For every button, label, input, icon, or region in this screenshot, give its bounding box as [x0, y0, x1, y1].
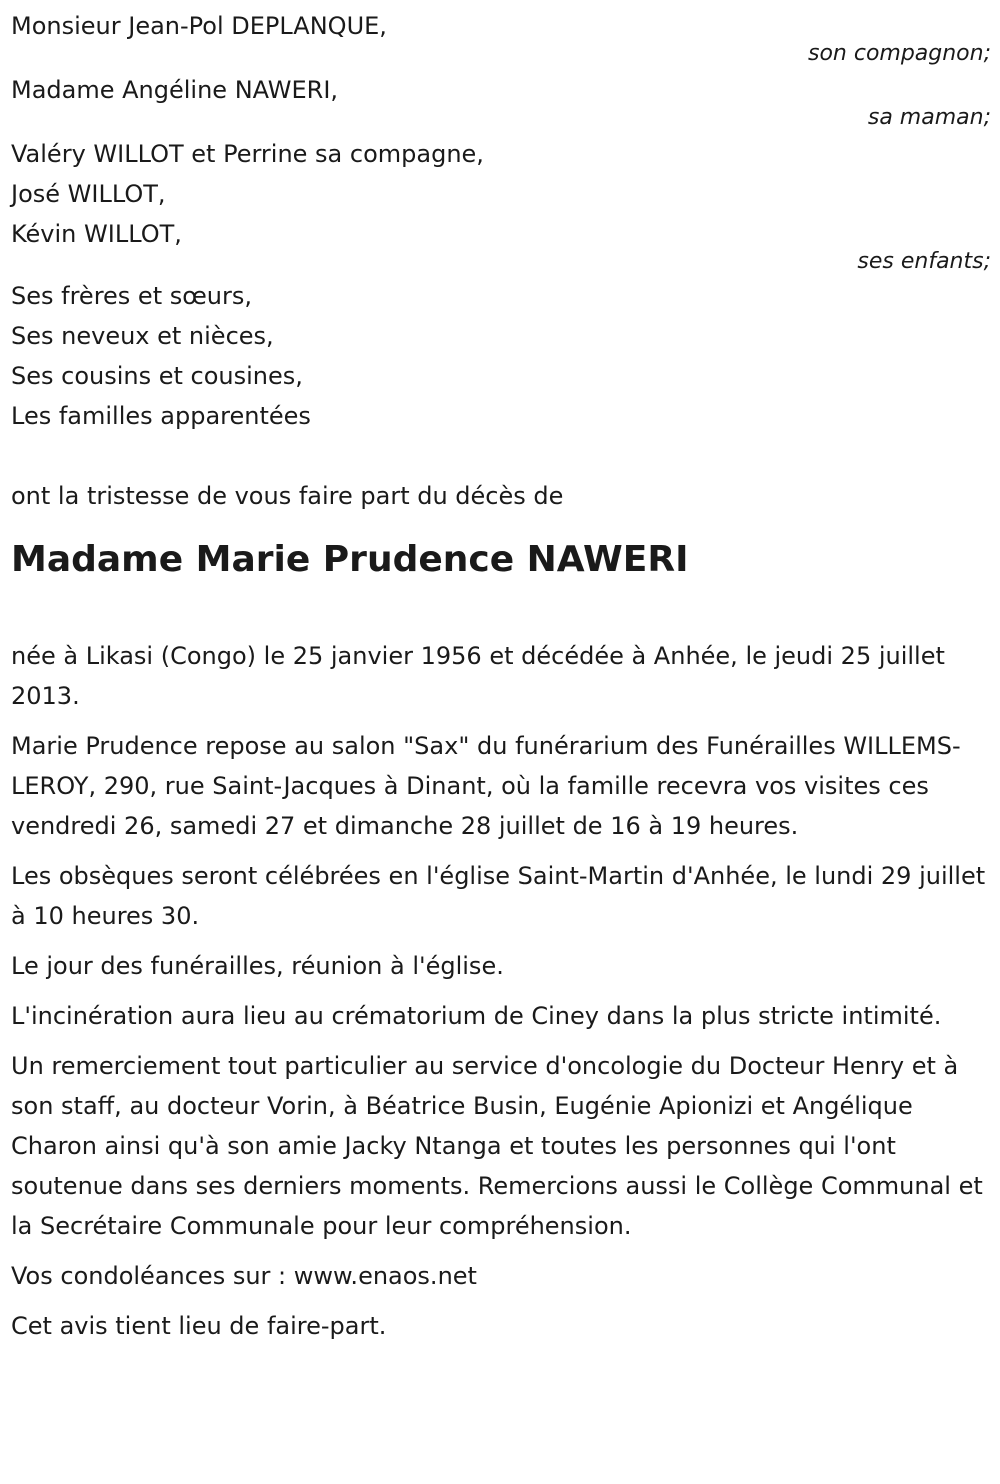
relatives-line: Ses neveux et nièces, [11, 322, 274, 350]
deceased-name: Madame Marie Prudence NAWERI [11, 539, 689, 580]
mother-name: Madame Angéline NAWERI, [11, 76, 339, 104]
relatives-line: Ses cousins et cousines, [11, 362, 303, 390]
child-name: Kévin WILLOT, [11, 220, 182, 248]
companion-block [11, 6, 991, 70]
mother-role: sa maman; [867, 105, 991, 130]
death-notice [11, 6, 991, 1356]
relatives-line: Ses frères et sœurs, [11, 282, 252, 310]
meeting-paragraph: Le jour des funérailles, réunion à l'église. [11, 952, 504, 980]
funeral-paragraph: Les obsèques seront célébrées en l'église Saint-Martin d'Anhée, le lundi 29 juillet à 10 heures 30. [11, 862, 986, 930]
relatives-block [11, 276, 991, 476]
notice-paragraph: Cet avis tient lieu de faire-part. [11, 1312, 387, 1340]
birth-death-paragraph: née à Likasi (Congo) le 25 janvier 1956 et décédée à Anhée, le jeudi 25 juillet 2013. [11, 642, 945, 710]
announcement-intro: ont la tristesse de vous faire part du décès de [11, 482, 564, 510]
companion-role: son compagnon; [807, 41, 991, 66]
children-role: ses enfants; [857, 249, 991, 274]
mother-block [11, 70, 991, 134]
funerarium-paragraph: Marie Prudence repose au salon "Sax" du funérarium des Funérailles WILLEMS-LEROY, 290, rue Saint-Jacques à Dinant, où la famille recevra vos visites ces vendredi 26, samedi 27 et dimanche 28 juillet de 16 à 19 heures. [11, 732, 961, 840]
child-name: José WILLOT, [11, 180, 166, 208]
cremation-paragraph: L'incinération aura lieu au crématorium de Ciney dans la plus stricte intimité. [11, 1002, 942, 1030]
children-block [11, 134, 991, 276]
condolences-paragraph: Vos condoléances sur : www.enaos.net [11, 1262, 477, 1290]
thanks-paragraph: Un remerciement tout particulier au service d'oncologie du Docteur Henry et à son staff, au docteur Vorin, à Béatrice Busin, Eugénie Apionizi et Angélique Charon ainsi qu'à son amie Jacky Ntanga et toutes les personnes qui l'ont soutenue dans ses derniers moments. Remercions aussi le Collège Communal et la Secrétaire Communale pour leur compréhension. [11, 1052, 983, 1240]
companion-name: Monsieur Jean-Pol DEPLANQUE, [11, 12, 387, 40]
relatives-line: Les familles apparentées [11, 402, 311, 430]
child-name: Valéry WILLOT et Perrine sa compagne, [11, 140, 484, 168]
